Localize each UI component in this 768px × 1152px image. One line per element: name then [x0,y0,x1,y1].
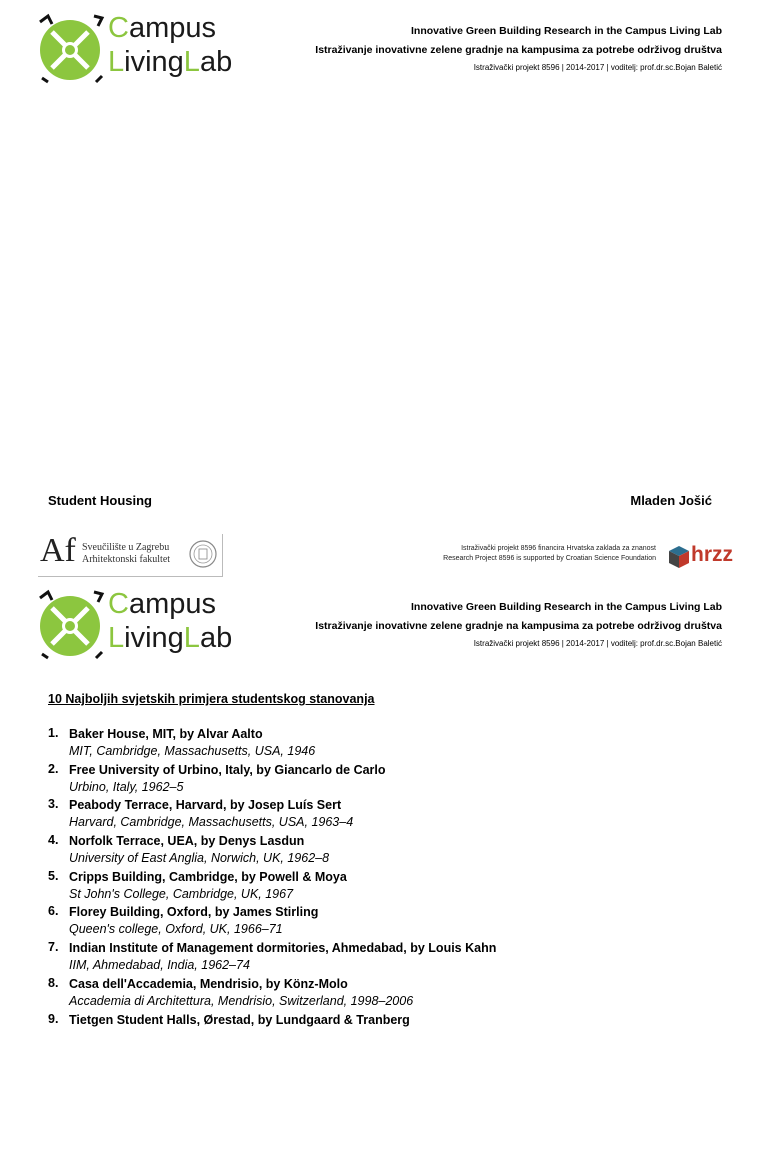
header-project-line: Istraživački projekt 8596 | 2014-2017 | voditelj: prof.dr.sc.Bojan Baletić [473,639,722,648]
cover-topic: Student Housing [48,493,152,508]
item-title: Peabody Terrace, Harvard, by Josep Luís Sert [69,798,342,813]
campus-logo-icon [38,12,106,84]
item-detail: Accademia di Architettura, Mendrisio, Switzerland, 1998–2006 [69,993,414,1008]
campus-logo-icon [38,588,106,660]
item-detail: St John's College, Cambridge, UK, 1967 [69,886,294,901]
list-item: 9. Tietgen Student Halls, Ørestad, by Lundgaard & Tranberg [48,1012,748,1048]
item-title: Baker House, MIT, by Alvar Aalto [69,727,263,741]
header-project-line: Istraživački projekt 8596 | 2014-2017 | voditelj: prof.dr.sc.Bojan Baletić [473,63,722,72]
list-item: 7. Indian Institute of Management dormitories, Ahmedabad, by Louis Kahn IIM, Ahmedabad, India, 1962–74 [48,940,748,976]
cover-author: Mladen Jošić [630,493,712,508]
item-title: Free University of Urbino, Italy, by Giancarlo de Carlo [69,762,386,777]
af-mark: Af [40,532,76,569]
item-detail: Harvard, Cambridge, Massachusetts, USA, 1963–4 [69,815,354,830]
item-detail: University of East Anglia, Norwich, UK, 1962–8 [69,851,330,866]
list-item: 5. Cripps Building, Cambridge, by Powell & Moya St John's College, Cambridge, UK, 1967 [48,869,748,905]
hrzz-logo [667,544,733,572]
university-seal-icon [188,538,218,570]
item-title: Casa dell'Accademia, Mendrisio, by Könz-Molo [69,976,348,991]
list-item: 8. Casa dell'Accademia, Mendrisio, by Könz-Molo Accademia di Architettura, Mendrisio, Switzerland, 1998–2006 [48,976,748,1012]
list-item: 3. Peabody Terrace, Harvard, by Josep Luís Sert Harvard, Cambridge, Massachusetts, USA, 1963–4 [48,797,748,833]
header-title-en: Innovative Green Building Research in the Campus Living Lab [411,25,722,37]
header-title-en: Innovative Green Building Research in the Campus Living Lab [411,601,722,613]
item-title: Norfolk Terrace, UEA, by Denys Lasdun [69,834,305,849]
list-item: 2. Free University of Urbino, Italy, by Giancarlo de Carlo Urbino, Italy, 1962–5 [48,762,748,798]
item-title: Tietgen Student Halls, Ørestad, by Lundgaard & Tranberg [69,1012,410,1027]
item-detail: Urbino, Italy, 1962–5 [69,779,184,794]
logo-word-campus: Campus [108,12,216,44]
item-title: Florey Building, Oxford, by James Stirling [69,905,319,920]
logo-word-campus: Campus [108,588,216,620]
hrzz-wordmark: hrzz [691,543,733,566]
item-detail: MIT, Cambridge, Massachusetts, USA, 1946 [69,744,316,758]
campus-living-lab-logo [38,12,248,84]
funding-line-hr: Istraživački projekt 8596 financira Hrvatska zaklada za znanost [461,545,656,552]
faculty-logo [38,534,223,577]
list-page [0,576,768,1152]
hrzz-cube-icon [667,544,691,570]
header-title-hr: Istraživanje inovativne zelene gradnje na kampusima za potrebe održivog društva [315,620,722,632]
item-detail: Queen's college, Oxford, UK, 1966–71 [69,922,283,937]
header-title-hr: Istraživanje inovativne zelene gradnje na kampusima za potrebe održivog društva [315,44,722,56]
funding-line-en: Research Project 8596 is supported by Croatian Science Foundation [443,555,656,562]
item-detail: IIM, Ahmedabad, India, 1962–74 [69,958,250,973]
list-heading: 10 Najboljih svjetskih primjera studentskog stanovanja [48,692,375,706]
logo-word-livinglab: LivingLab [108,46,233,78]
housing-list [48,726,748,1047]
list-item: 1. Baker House, MIT, by Alvar Aalto MIT, Cambridge, Massachusetts, USA, 1946 [48,726,748,762]
list-item: 6. Florey Building, Oxford, by James Stirling Queen's college, Oxford, UK, 1966–71 [48,904,748,940]
campus-living-lab-logo [38,588,248,660]
item-title: Cripps Building, Cambridge, by Powell & Moya [69,869,347,884]
list-item: 4. Norfolk Terrace, UEA, by Denys Lasdun University of East Anglia, Norwich, UK, 1962–8 [48,833,748,869]
item-title: Indian Institute of Management dormitories, Ahmedabad, by Louis Kahn [69,941,497,956]
faculty-name: Arhitektonski fakultet [82,554,171,565]
logo-word-livinglab: LivingLab [108,622,233,654]
faculty-university: Sveučilište u Zagrebu [82,542,170,553]
